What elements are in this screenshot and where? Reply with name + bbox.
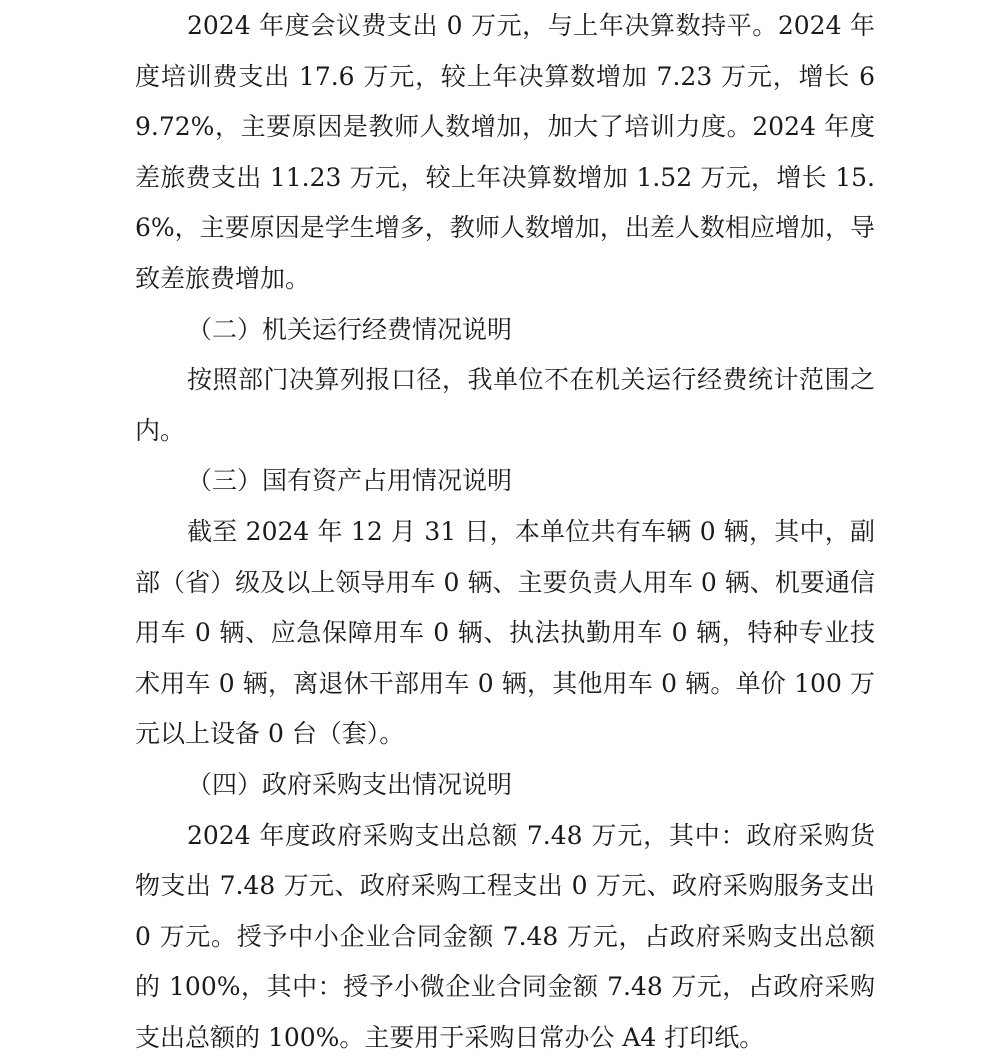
paragraph-state-assets: 截至 2024 年 12 月 31 日，本单位共有车辆 0 辆，其中，副部（省）级及以上领导用车 0 辆、主要负责人用车 0 辆、机要通信用车 0 辆、应急保障用车 0 辆、执法执勤用车 0 辆，特种专业技术用车 0 辆，离退休干部用车 0 辆，其他用车 0 辆。单价 100 万元以上设备 0 台（套）。 xyxy=(135,507,875,760)
paragraph-operating-costs: 按照部门决算列报口径，我单位不在机关运行经费统计范围之内。 xyxy=(135,355,875,456)
section-heading-operating-costs: （二）机关运行经费情况说明 xyxy=(135,305,875,356)
section-heading-state-assets: （三）国有资产占用情况说明 xyxy=(135,456,875,507)
document-page xyxy=(135,0,875,1063)
section-heading-government-procurement: （四）政府采购支出情况说明 xyxy=(135,760,875,811)
paragraph-government-procurement: 2024 年度政府采购支出总额 7.48 万元，其中：政府采购货物支出 7.48 万元、政府采购工程支出 0 万元、政府采购服务支出 0 万元。授予中小企业合同金额 7.48 万元，占政府采购支出总额的 100%，其中：授予小微企业合同金额 7.48 万元，占政府采购支出总额的 100%。主要用于采购日常办公 A4 打印纸。 xyxy=(135,811,875,1063)
paragraph-meeting-training-travel-expenses: 2024 年度会议费支出 0 万元，与上年决算数持平。2024 年度培训费支出 17.6 万元，较上年决算数增加 7.23 万元，增长 69.72%，主要原因是教师人数增加，加大了培训力度。2024 年度差旅费支出 11.23 万元，较上年决算数增加 1.52 万元，增长 15.6%，主要原因是学生增多，教师人数增加，出差人数相应增加，导致差旅费增加。 xyxy=(135,1,875,305)
